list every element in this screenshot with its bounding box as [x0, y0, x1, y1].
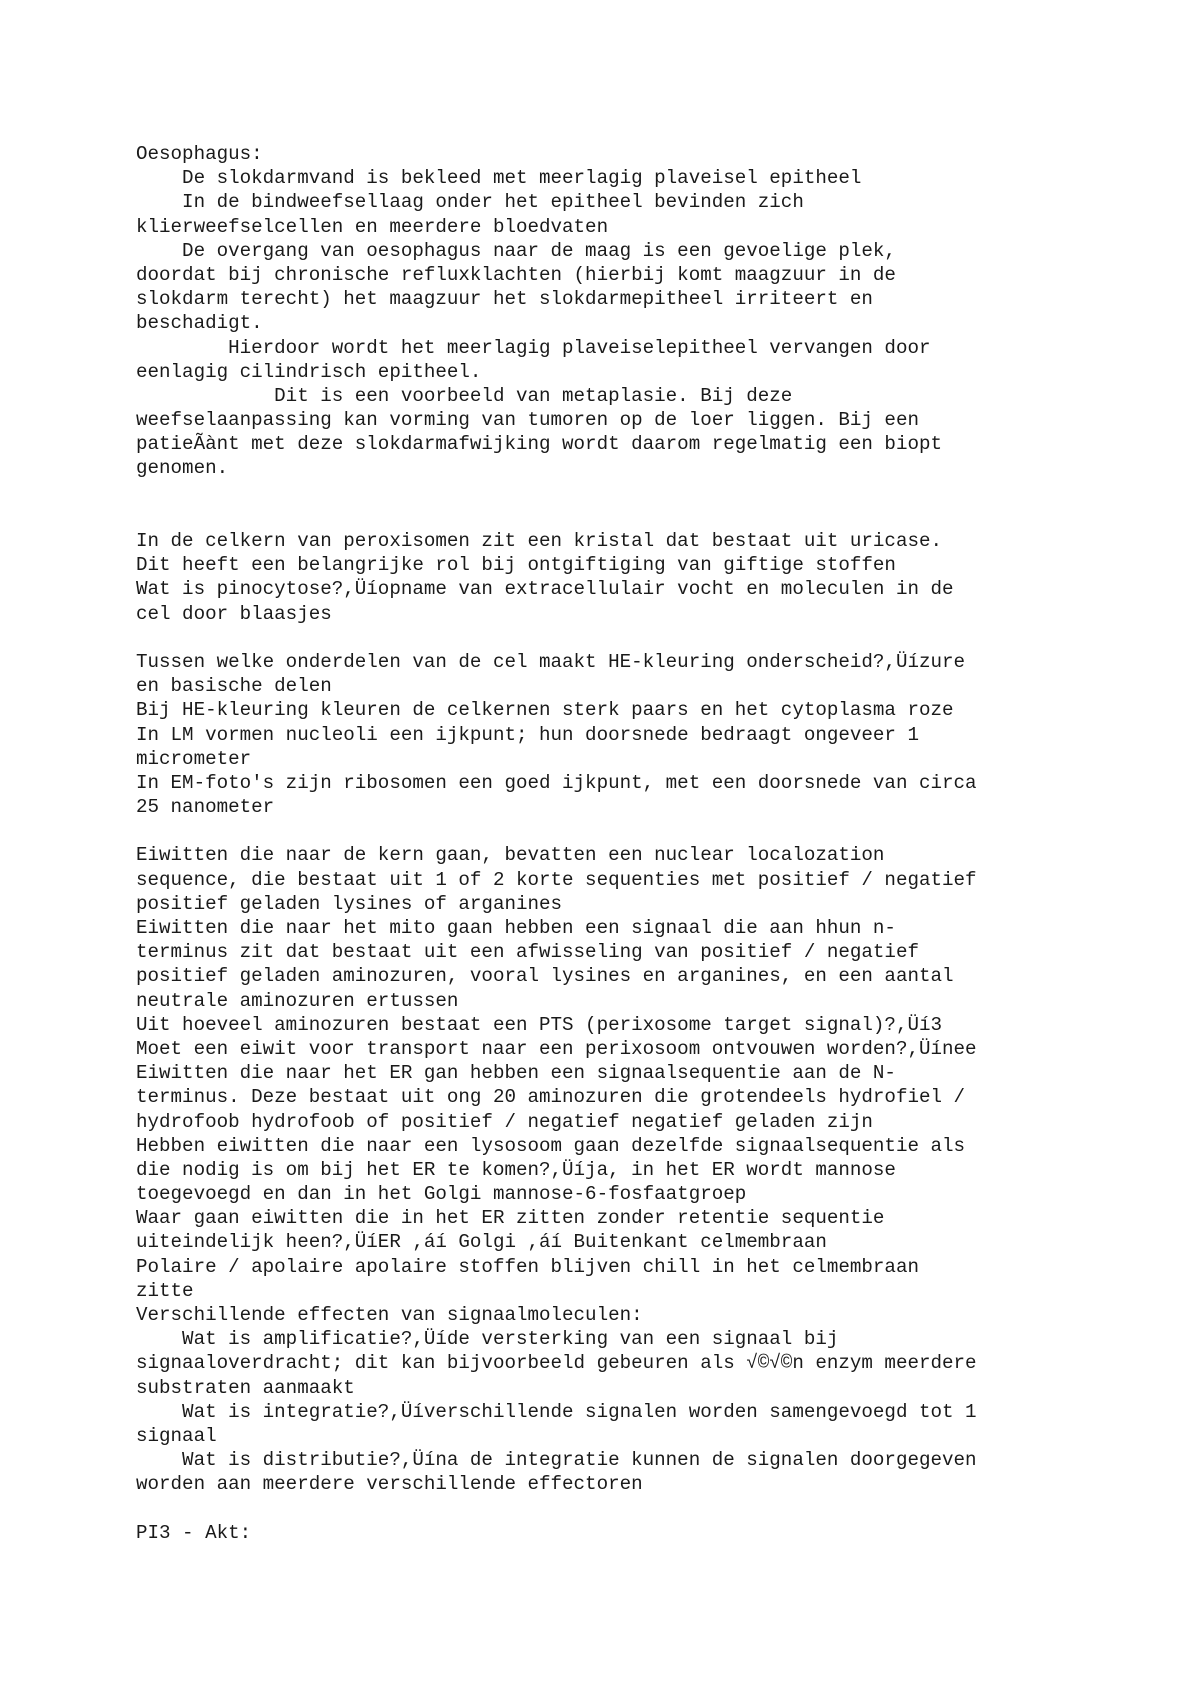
- text-line: 25 nanometer: [136, 796, 275, 819]
- text-line: Wat is amplificatie?,Üíde versterking van een signaal bij: [136, 1328, 839, 1351]
- text-line: terminus zit dat bestaat uit een afwisseling van positief / negatief: [136, 941, 919, 964]
- text-line: In de celkern van peroxisomen zit een kristal dat bestaat uit uricase.: [136, 530, 943, 552]
- text-line: In EM-foto's zijn ribosomen een goed ijkpunt, met een doorsnede van circa: [136, 771, 977, 794]
- text-line: zitte: [136, 1279, 194, 1302]
- text-line: [136, 819, 1096, 843]
- text-line: Wat is distributie?,Üína de integratie kunnen de signalen doorgegeven: [136, 1449, 977, 1472]
- text-line: Wat is integratie?,Üíverschillende signalen worden samengevoegd tot 1: [136, 1400, 977, 1423]
- text-line: In de bindweefsellaag onder het epitheel bevinden zich: [136, 191, 804, 214]
- text-line: [136, 481, 1096, 505]
- text-line: substraten aanmaakt: [136, 1376, 355, 1399]
- text-line: Moet een eiwit voor transport naar een perixosoom ontvouwen worden?,Üínee: [136, 1037, 977, 1060]
- text-line: positief geladen lysines of arganines: [136, 892, 563, 915]
- text-line: slokdarm terecht) het maagzuur het slokdarmepitheel irriteert en: [136, 288, 873, 311]
- text-line: hydrofoob hydrofoob of positief / negatief negatief geladen zijn: [136, 1110, 873, 1133]
- text-line: [136, 505, 1096, 529]
- text-line: cel door blaasjes: [136, 602, 332, 625]
- text-line: patieÃànt met deze slokdarmafwijking wordt daarom regelmatig een biopt: [136, 433, 943, 456]
- text-line: De overgang van oesophagus naar de maag is een gevoelige plek,: [136, 239, 896, 262]
- text-line: Bij HE-kleuring kleuren de celkernen sterk paars en het cytoplasma roze: [136, 699, 954, 722]
- text-line: doordat bij chronische refluxklachten (hierbij komt maagzuur in de: [136, 263, 896, 286]
- text-line: Tussen welke onderdelen van de cel maakt HE-kleuring onderscheid?,Üízure: [136, 650, 966, 673]
- text-line: PI3 - Akt:: [136, 1521, 252, 1544]
- text-line: weefselaanpassing kan vorming van tumoren op de loer liggen. Bij een: [136, 409, 919, 432]
- text-line: Uit hoeveel aminozuren bestaat een PTS (perixosome target signal)?,Üí3: [136, 1013, 943, 1036]
- text-line: terminus. Deze bestaat uit ong 20 aminozuren die grotendeels hydrofiel /: [136, 1086, 966, 1109]
- text-line: Dit heeft een belangrijke rol bij ontgiftiging van giftige stoffen: [136, 554, 896, 577]
- text-line: eenlagig cilindrisch epitheel.: [136, 360, 482, 383]
- text-line: genomen.: [136, 457, 229, 480]
- text-line: signaal: [136, 1424, 217, 1447]
- text-line: Waar gaan eiwitten die in het ER zitten zonder retentie sequentie: [136, 1207, 885, 1230]
- text-line: Wat is pinocytose?,Üíopname van extracellulair vocht en moleculen in de: [136, 578, 954, 601]
- text-line: Dit is een voorbeeld van metaplasie. Bij deze: [136, 384, 793, 407]
- document-body: [136, 142, 1096, 1545]
- text-line: sequence, die bestaat uit 1 of 2 korte sequenties met positief / negatief: [136, 868, 977, 891]
- text-line: die nodig is om bij het ER te komen?,Üíja, in het ER wordt mannose: [136, 1158, 896, 1181]
- text-line: Verschillende effecten van signaalmoleculen:: [136, 1304, 643, 1326]
- text-line: Eiwitten die naar de kern gaan, bevatten een nuclear localozation: [136, 844, 885, 867]
- text-line: Hebben eiwitten die naar een lysosoom gaan dezelfde signaalsequentie als: [136, 1134, 966, 1157]
- text-line: micrometer: [136, 747, 252, 770]
- text-line: worden aan meerdere verschillende effectoren: [136, 1473, 643, 1496]
- text-line: neutrale aminozuren ertussen: [136, 989, 459, 1012]
- text-line: De slokdarmvand is bekleed met meerlagig plaveisel epitheel: [136, 167, 862, 190]
- text-line: Eiwitten die naar het mito gaan hebben een signaal die aan hhun n-: [136, 917, 896, 939]
- text-line: Hierdoor wordt het meerlagig plaveiselepitheel vervangen door: [136, 336, 931, 359]
- text-line: Eiwitten die naar het ER gan hebben een signaalsequentie aan de N-: [136, 1062, 896, 1085]
- text-line: Polaire / apolaire apolaire stoffen blijven chill in het celmembraan: [136, 1255, 919, 1278]
- text-line: [136, 1497, 1096, 1521]
- text-line: klierweefselcellen en meerdere bloedvaten: [136, 215, 609, 238]
- text-line: signaaloverdracht; dit kan bijvoorbeeld gebeuren als √©√©n enzym meerdere: [136, 1352, 977, 1375]
- text-line: en basische delen: [136, 675, 332, 698]
- text-line: In LM vormen nucleoli een ijkpunt; hun doorsnede bedraagt ongeveer 1: [136, 723, 919, 746]
- text-line: beschadigt.: [136, 312, 263, 335]
- text-line: toegevoegd en dan in het Golgi mannose-6-fosfaatgroep: [136, 1183, 747, 1206]
- text-line: positief geladen aminozuren, vooral lysines en arganines, en een aantal: [136, 965, 954, 988]
- text-line: Oesophagus:: [136, 143, 263, 165]
- text-line: [136, 626, 1096, 650]
- text-line: uiteindelijk heen?,ÜíER ,áí Golgi ,áí Buitenkant celmembraan: [136, 1231, 827, 1254]
